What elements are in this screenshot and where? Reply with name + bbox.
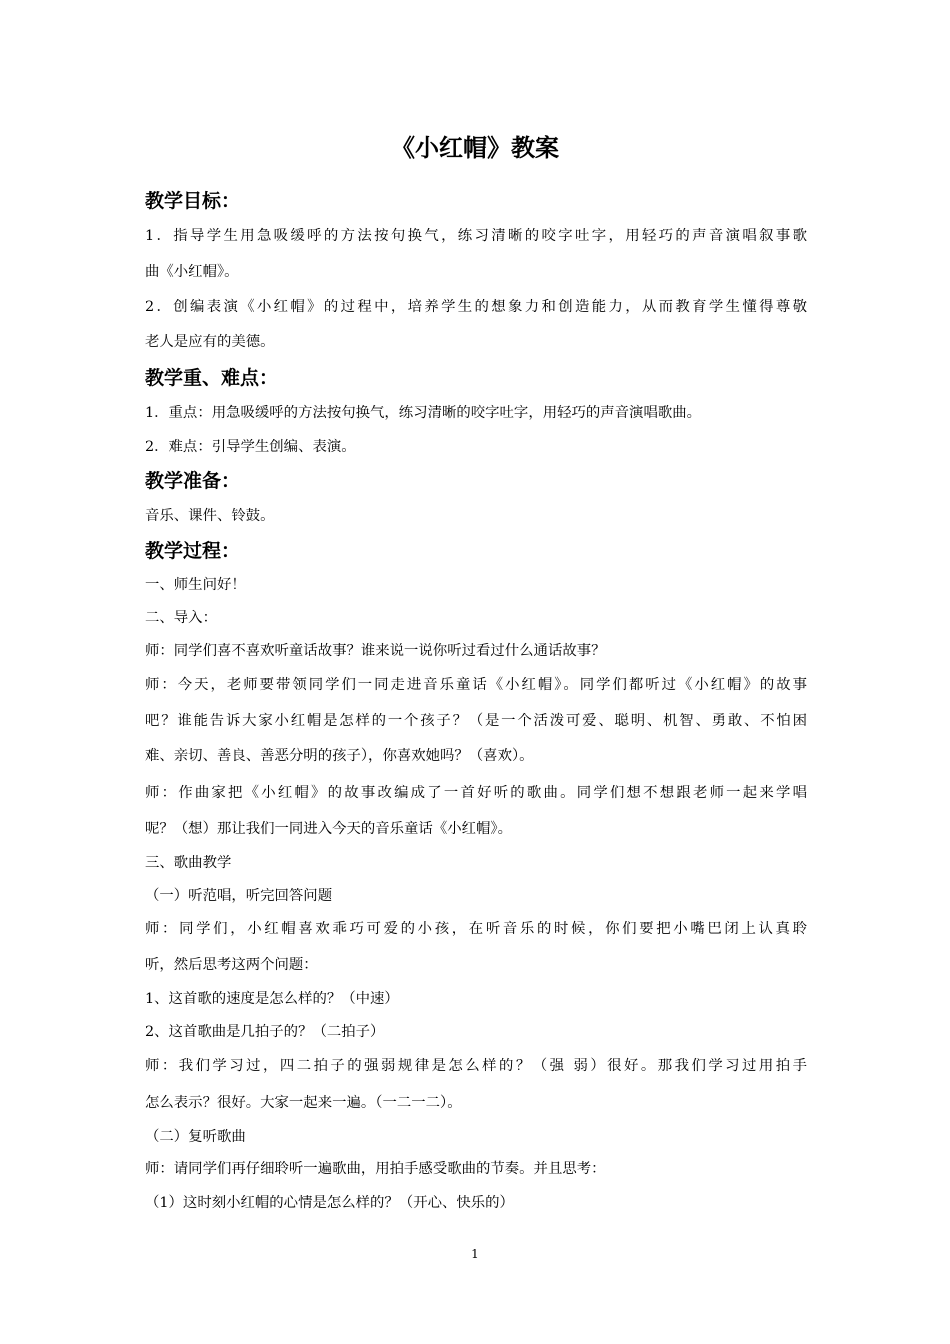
section-heading-preparation: 教学准备： [145, 470, 241, 492]
preparation-line: 音乐、课件、铃鼓。 [145, 508, 275, 524]
goals-line: 曲《小红帽》。 [145, 264, 239, 280]
process-line: （二）复听歌曲 [145, 1129, 246, 1145]
process-line: 三、歌曲教学 [145, 855, 232, 871]
process-line: 二、导入： [145, 610, 217, 626]
process-line: 2、这首歌曲是几拍子的？（二拍子） [145, 1024, 385, 1040]
goals-line: 2．创编表演《小红帽》的过程中，培养学生的想象力和创造能力，从而教育学生懂得尊敬 [145, 299, 807, 315]
process-line: 师：同学们喜不喜欢听童话故事？谁来说一说你听过看过什么通话故事？ [145, 643, 606, 659]
key-points-line: 1．重点：用急吸缓呼的方法按句换气，练习清晰的咬字吐字，用轻巧的声音演唱歌曲。 [145, 405, 702, 421]
process-line: 1、这首歌的速度是怎么样的？（中速） [145, 991, 399, 1007]
section-heading-process: 教学过程： [145, 540, 241, 562]
section-heading-goals: 教学目标： [145, 190, 241, 212]
section-heading-key-points: 教学重、难点： [145, 367, 279, 389]
process-line: 难、亲切、善良、善恶分明的孩子），你喜欢她吗？（喜欢）。 [145, 748, 534, 764]
process-line: 师：同学们，小红帽喜欢乖巧可爱的小孩，在听音乐的时候，你们要把小嘴巴闭上认真聆 [145, 921, 807, 937]
process-line: （一）听范唱，听完回答问题 [145, 888, 333, 904]
document-title: 《小红帽》教案 [391, 134, 559, 162]
process-line: 吧？谁能告诉大家小红帽是怎样的一个孩子？（是一个活泼可爱、聪明、机智、勇敢、不怕困 [145, 713, 807, 729]
key-points-line: 2．难点：引导学生创编、表演。 [145, 439, 356, 455]
page-number: 1 [471, 1247, 479, 1261]
process-line: 呢？（想）那让我们一同进入今天的音乐童话《小红帽》。 [145, 821, 512, 837]
process-line: 师：我们学习过，四二拍子的强弱规律是怎么样的？（强 弱）很好。那我们学习过用拍手 [145, 1058, 807, 1074]
process-line: 听，然后思考这两个问题： [145, 957, 318, 973]
goals-line: 1．指导学生用急吸缓呼的方法按句换气，练习清晰的咬字吐字，用轻巧的声音演唱叙事歌 [145, 228, 807, 244]
process-line: 怎么表示？很好。大家一起来一遍。（一二一二）。 [145, 1095, 462, 1111]
process-line: 师：今天，老师要带领同学们一同走进音乐童话《小红帽》。同学们都听过《小红帽》的故事 [145, 677, 807, 693]
process-line: 一、师生问好！ [145, 577, 246, 593]
goals-line: 老人是应有的美德。 [145, 334, 275, 350]
process-line: 师：请同学们再仔细聆听一遍歌曲，用拍手感受歌曲的节奏。并且思考： [145, 1161, 606, 1177]
process-line: 师：作曲家把《小红帽》的故事改编成了一首好听的歌曲。同学们想不想跟老师一起来学唱 [145, 785, 807, 801]
process-line: （1）这时刻小红帽的心情是怎么样的？（开心、快乐的） [145, 1195, 514, 1211]
